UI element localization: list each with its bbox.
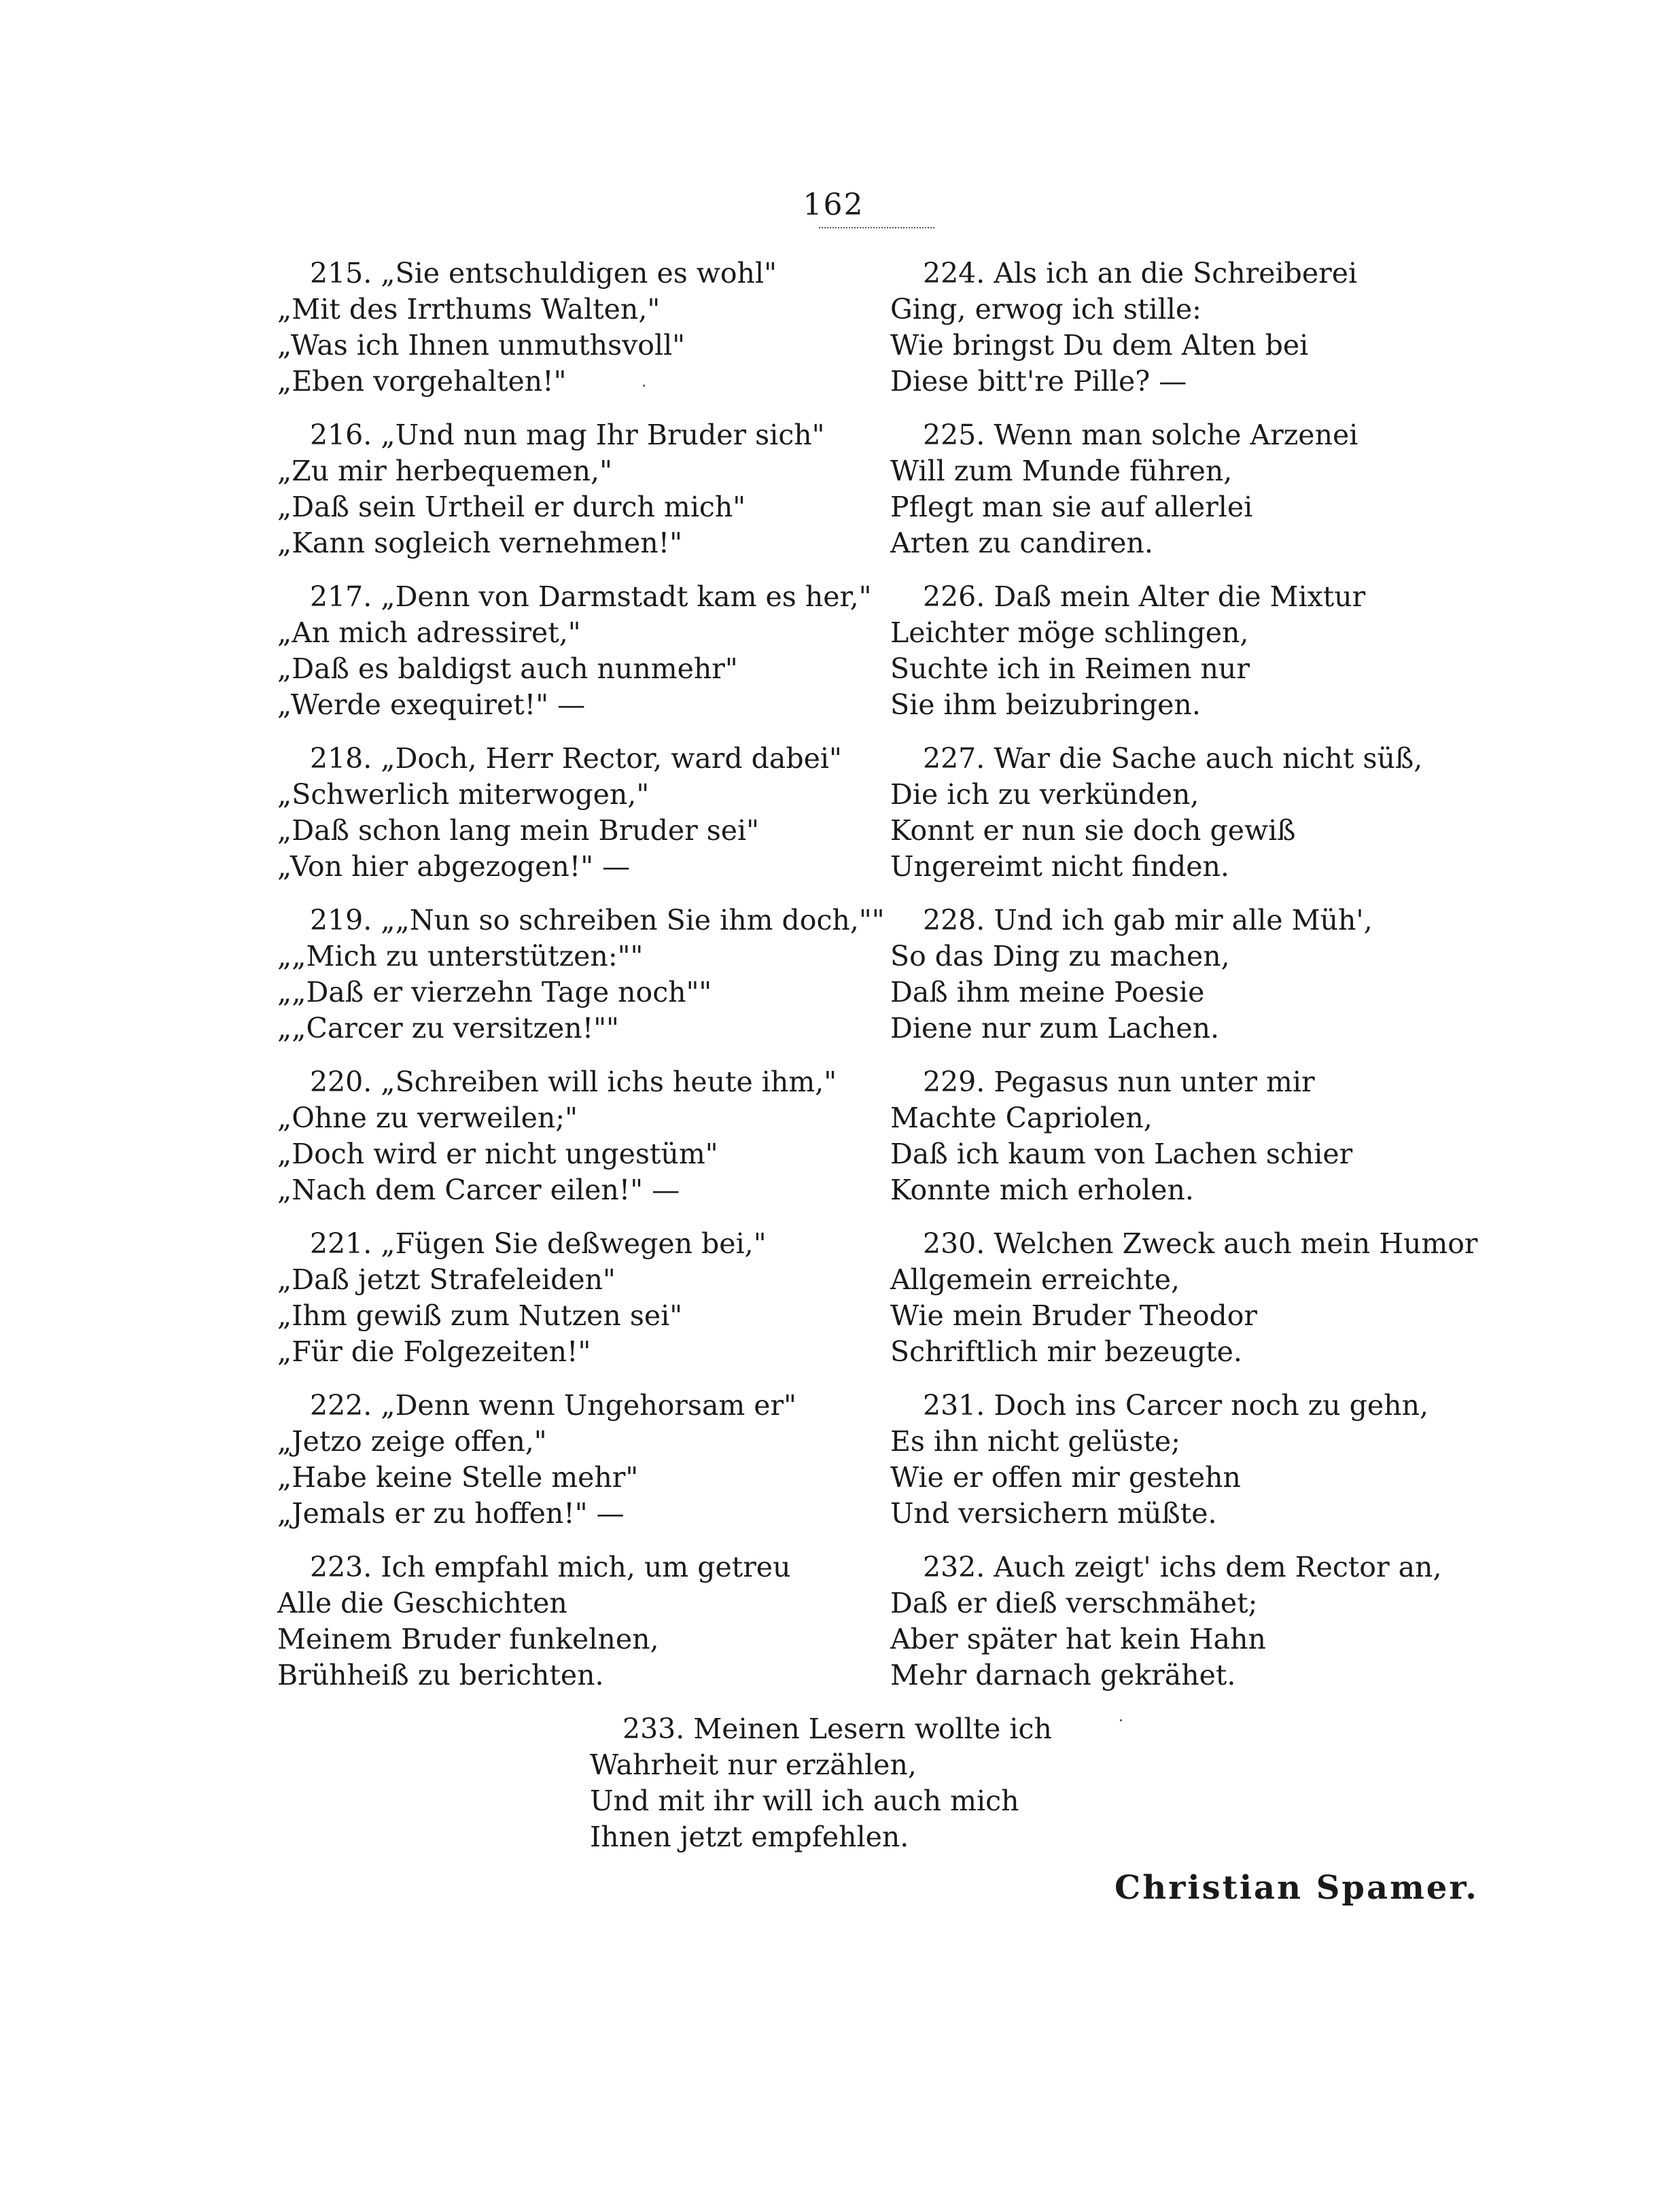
stanza <box>277 256 862 417</box>
stanza-line: „Doch wird er nicht ungestüm" <box>277 1138 718 1170</box>
stanza-line: Diese bitt're Pille? — <box>890 365 1187 398</box>
stanza <box>890 1226 1478 1388</box>
stanza-line: 222. „Denn wenn Ungehorsam er" <box>310 1389 797 1422</box>
stanza-line: Ungereimt nicht finden. <box>890 850 1229 883</box>
stanza <box>277 741 862 902</box>
stanza-line: 231. Doch ins Carcer noch zu gehn, <box>923 1389 1429 1422</box>
stanza <box>277 579 872 741</box>
stanza-line: Wie bringst Du dem Alten bei <box>890 329 1309 362</box>
left-column <box>277 256 885 1711</box>
stanza-line: Schriftlich mir bezeugte. <box>890 1335 1242 1368</box>
stanza-line: „Von hier abgezogen!" — <box>277 850 631 883</box>
stanza-line: Machte Capriolen, <box>890 1102 1153 1134</box>
stanza <box>277 1549 862 1711</box>
stanza-line: Diene nur zum Lachen. <box>890 1012 1220 1044</box>
stanza-line: Konnte mich erholen. <box>890 1174 1194 1206</box>
stanza-line: Allgemein erreichte, <box>890 1263 1180 1296</box>
stanza-line: „Eben vorgehalten!" <box>277 365 567 398</box>
stanza <box>890 1064 1475 1226</box>
stanza-line: Wie er offen mir gestehn <box>890 1461 1241 1494</box>
stanza-line: 233. Meinen Lesern wollte ich <box>622 1713 1052 1745</box>
stanza <box>890 417 1475 579</box>
stanza-line: Daß ihm meine Poesie <box>890 976 1205 1008</box>
stanza-line: „Jemals er zu hoffen!" — <box>277 1497 625 1530</box>
stanza-line: 221. „Fügen Sie deßwegen bei," <box>310 1227 767 1260</box>
stanza-line: „Nach dem Carcer eilen!" — <box>277 1174 680 1206</box>
stanza-line: Suchte ich in Reimen nur <box>890 652 1250 685</box>
stanza-line: Leichter möge schlingen, <box>890 616 1249 649</box>
stanza-line: „Kann sogleich vernehmen!" <box>277 527 683 559</box>
stanza-line: „Für die Folgezeiten!" <box>277 1335 591 1368</box>
stanza-line: „Zu mir herbequemen," <box>277 455 612 487</box>
stanza-line: „Daß jetzt Strafeleiden" <box>277 1263 616 1296</box>
stanza-line: „Daß sein Urtheil er durch mich" <box>277 491 746 523</box>
stanza-line: 216. „Und nun mag Ihr Bruder sich" <box>310 419 825 451</box>
stanza-line: „Schwerlich miterwogen," <box>277 778 650 811</box>
stanza-line: 225. Wenn man solche Arzenei <box>923 419 1358 451</box>
stanza-line: „Ohne zu verweilen;" <box>277 1102 578 1134</box>
stanza-line: 224. Als ich an die Schreiberei <box>923 257 1358 289</box>
stanza-line: Aber später hat kein Hahn <box>890 1623 1266 1655</box>
right-column <box>890 256 1478 1711</box>
stanza-line: „Mit des Irrthums Walten," <box>277 293 661 326</box>
page-number-rule <box>819 227 934 228</box>
stanza-line: „„Daß er vierzehn Tage noch"" <box>277 976 712 1008</box>
stanza <box>890 741 1475 902</box>
stanza-line: „Was ich Ihnen unmuthsvoll" <box>277 329 686 362</box>
stanza-line: Pflegt man sie auf allerlei <box>890 491 1253 523</box>
print-speck <box>1120 1719 1122 1721</box>
stanza <box>890 902 1475 1064</box>
stanza-line: „Werde exequiret!" — <box>277 688 586 721</box>
stanza-line: „Habe keine Stelle mehr" <box>277 1461 639 1494</box>
stanza-line: Wie mein Bruder Theodor <box>890 1299 1258 1332</box>
stanza <box>890 579 1475 741</box>
stanza-line: Daß er dieß verschmähet; <box>890 1587 1258 1619</box>
stanza-line: Alle die Geschichten <box>277 1587 567 1619</box>
stanza-line: Konnt er nun sie doch gewiß <box>890 814 1296 847</box>
stanza <box>890 1388 1475 1549</box>
stanza-line: „An mich adressiret," <box>277 616 581 649</box>
stanza-line: „„Carcer zu versitzen!"" <box>277 1012 619 1044</box>
stanza-line: „„Mich zu unterstützen:"" <box>277 940 644 972</box>
stanza-line: 228. Und ich gab mir alle Müh', <box>923 904 1373 936</box>
stanza-line: Brühheiß zu berichten. <box>277 1659 604 1691</box>
stanza-line: „Jetzo zeige offen," <box>277 1425 547 1458</box>
stanza <box>277 1388 862 1549</box>
stanza-line: Sie ihm beizubringen. <box>890 688 1201 721</box>
stanza <box>277 1064 862 1226</box>
print-speck <box>643 385 645 387</box>
stanza-line: Die ich zu verkünden, <box>890 778 1199 811</box>
stanza-line: Es ihn nicht gelüste; <box>890 1425 1180 1458</box>
stanza-line: Wahrheit nur erzählen, <box>590 1749 917 1781</box>
stanza-line: Und mit ihr will ich auch mich <box>590 1785 1019 1817</box>
stanza-line: 232. Auch zeigt' ichs dem Rector an, <box>923 1551 1442 1583</box>
stanza-line: „Ihm gewiß zum Nutzen sei" <box>277 1299 683 1332</box>
stanza-line: Daß ich kaum von Lachen schier <box>890 1138 1353 1170</box>
final-stanza <box>590 1711 1134 1855</box>
stanza-line: 217. „Denn von Darmstadt kam es her," <box>310 580 872 613</box>
stanza-line: 230. Welchen Zweck auch mein Humor <box>923 1227 1478 1260</box>
stanza <box>277 902 885 1064</box>
stanza-line: 218. „Doch, Herr Rector, ward dabei" <box>310 742 842 775</box>
stanza-line: 223. Ich empfahl mich, um getreu <box>310 1551 791 1583</box>
stanza-line: 227. War die Sache auch nicht süß, <box>923 742 1423 775</box>
stanza-line: „Daß schon lang mein Bruder sei" <box>277 814 759 847</box>
stanza-line: Meinem Bruder funkelnen, <box>277 1623 659 1655</box>
page-number: 162 <box>803 188 864 222</box>
stanza-line: Ihnen jetzt empfehlen. <box>590 1821 909 1853</box>
author-signature: Christian Spamer. <box>1115 1869 1479 1907</box>
stanza-line: 226. Daß mein Alter die Mixtur <box>923 580 1366 613</box>
stanza <box>277 1226 862 1388</box>
stanza <box>890 256 1475 417</box>
stanza-line: So das Ding zu machen, <box>890 940 1230 972</box>
stanza <box>890 1549 1475 1711</box>
stanza-line: Mehr darnach gekrähet. <box>890 1659 1236 1691</box>
stanza-line: „Daß es baldigst auch nunmehr" <box>277 652 738 685</box>
stanza-line: Und versichern müßte. <box>890 1497 1217 1530</box>
stanza <box>277 417 862 579</box>
stanza-line: 220. „Schreiben will ichs heute ihm," <box>310 1066 837 1098</box>
stanza-line: Will zum Munde führen, <box>890 455 1233 487</box>
stanza-line: Ging, erwog ich stille: <box>890 293 1201 326</box>
stanza-line: 219. „„Nun so schreiben Sie ihm doch,"" <box>310 904 885 936</box>
stanza-line: 229. Pegasus nun unter mir <box>923 1066 1315 1098</box>
stanza-line: Arten zu candiren. <box>890 527 1153 559</box>
stanza-line: 215. „Sie entschuldigen es wohl" <box>310 257 777 289</box>
